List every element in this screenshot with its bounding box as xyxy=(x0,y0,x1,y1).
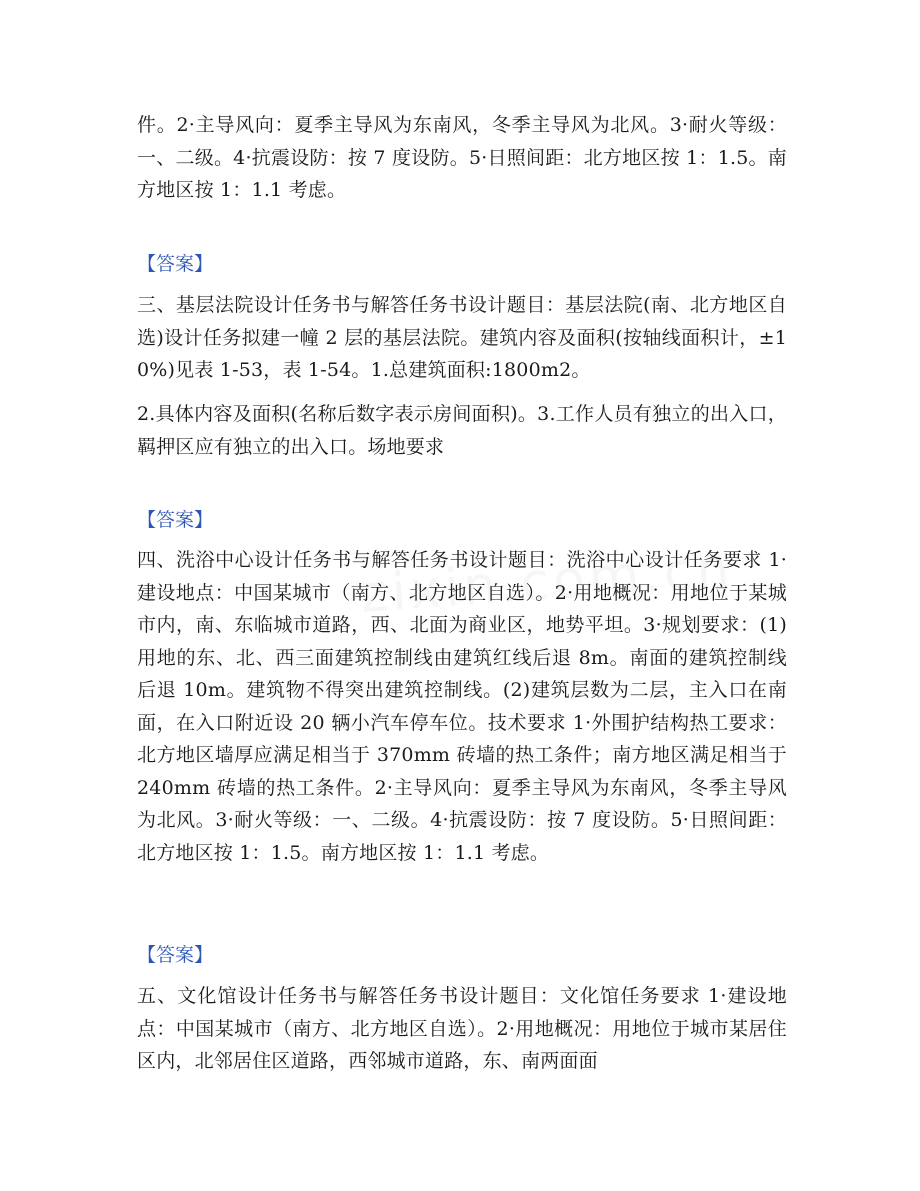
paragraph-court-design: 三、基层法院设计任务书与解答任务书设计题目：基层法院(南、北方地区自选)设计任务拟建一幢 2 层的基层法院。建筑内容及面积(按轴线面积计，±10%)见表 1-53，表 1-54。1.总建筑面积:1800m2。 xyxy=(137,294,787,381)
paragraph-court-details: 2.具体内容及面积(名称后数字表示房间面积)。3.工作人员有独立的出入口，羁押区应有独立的出入口。场地要求 xyxy=(137,403,787,458)
answer-label-3: 【答案】 xyxy=(137,944,214,966)
answer-label-1: 【答案】 xyxy=(137,253,214,275)
paragraph-cultural-center-design: 五、文化馆设计任务书与解答任务书设计题目：文化馆任务要求 1·建设地点：中国某城市（南方、北方地区自选）。2·用地概况：用地位于城市某居住区内，北邻居住区道路，西邻城市道路，东、南两面面 xyxy=(137,985,787,1072)
paragraph-bath-center-design: 四、洗浴中心设计任务书与解答任务书设计题目：洗浴中心设计任务要求 1·建设地点：中国某城市（南方、北方地区自选）。2·用地概况：用地位于某城市内，南、东临城市道路，西、北面为商业区，地势平坦。3·规划要求：(1)用地的东、北、西三面建筑控制线由建筑红线后退 8m。南面的建筑控制线后退 10m。建筑物不得突出建筑控制线。(2)建筑层数为二层，主入口在南面，在入口附近设 20 辆小汽车停车位。技术要求 1·外围护结构热工要求：北方地区墙厚应满足相当于 370mm 砖墙的热工条件；南方地区满足相当于 240mm 砖墙的热工条件。2·主导风向：夏季主导风为东南风，冬季主导风为北风。3·耐火等级：一、二级。4·抗震设防：按 7 度设防。5·日照间距：北方地区按 1：1.5。南方地区按 1：1.1 考虑。 xyxy=(137,549,787,864)
answer-label-2: 【答案】 xyxy=(137,509,214,531)
paragraph-design-requirements-tail: 件。2·主导风向：夏季主导风为东南风，冬季主导风为北风。3·耐火等级：一、二级。4·抗震设防：按 7 度设防。5·日照间距：北方地区按 1：1.5。南方地区按 1：1.1 考虑。 xyxy=(137,114,787,201)
